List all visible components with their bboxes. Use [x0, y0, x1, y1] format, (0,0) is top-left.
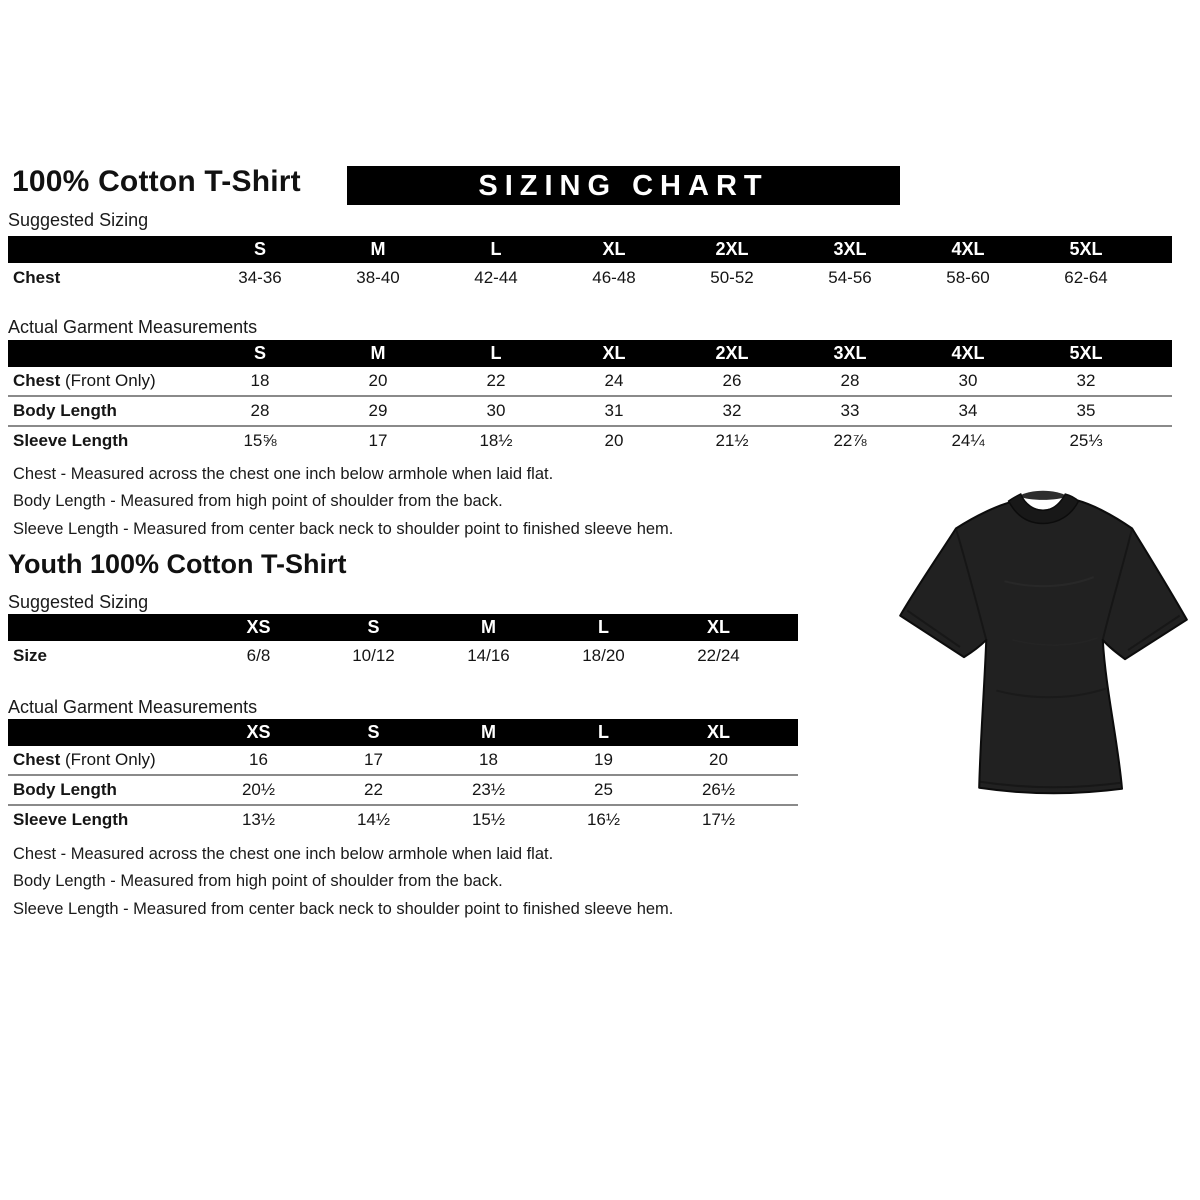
sizing-chart-banner-label: SIZING CHART — [478, 170, 769, 202]
row-label: Chest — [13, 750, 61, 769]
size-column-header: M — [431, 614, 546, 641]
youth-section-title: Youth 100% Cotton T-Shirt — [8, 549, 347, 579]
spacer-cell — [1145, 396, 1172, 426]
size-column-header: M — [319, 340, 437, 367]
spacer-cell — [776, 641, 798, 670]
size-column-header: XL — [555, 236, 673, 263]
row-label-cell — [8, 426, 201, 455]
table-cell: 30 — [486, 401, 506, 420]
adult-suggested-sizing-label: Suggested Sizing — [8, 210, 149, 230]
table-cell: 24¼ — [951, 431, 985, 450]
size-column-header: 4XL — [909, 340, 1027, 367]
table-cell: 19 — [594, 750, 613, 769]
table-cell: 23½ — [471, 780, 506, 799]
row-label: Chest — [13, 371, 61, 390]
table-cell: 42-44 — [474, 267, 518, 287]
table-header-row — [8, 236, 1172, 263]
table-cell: 26 — [722, 371, 742, 390]
table-cell: 21½ — [715, 431, 749, 450]
table-cell: 20 — [709, 750, 728, 769]
row-label-cell — [8, 746, 201, 775]
row-label-suffix: (Front Only) — [60, 750, 156, 769]
table-cell: 32 — [1076, 371, 1096, 390]
table-cell: 22⅞ — [833, 431, 867, 450]
table-cell: 32 — [722, 401, 742, 420]
row-label-suffix: (Front Only) — [60, 371, 156, 390]
table-cell: 18/20 — [582, 645, 625, 665]
row-label: Body Length — [13, 780, 117, 799]
table-cell: 16½ — [586, 810, 621, 829]
tshirt-image — [893, 488, 1193, 809]
table-cell: 20 — [368, 371, 388, 390]
table-cell: 28 — [250, 401, 270, 420]
table-cell: 14½ — [356, 810, 391, 829]
adult-measurement-notes — [13, 461, 673, 543]
table-cell: 10/12 — [352, 645, 395, 665]
size-column-header: L — [546, 719, 661, 746]
table-cell: 22 — [486, 371, 506, 390]
size-column-header: 4XL — [909, 236, 1027, 263]
size-column-header: S — [316, 614, 431, 641]
table-cell: 17 — [364, 750, 383, 769]
empty-header-cell — [8, 614, 201, 641]
size-column-header: S — [316, 719, 431, 746]
size-column-header: XL — [661, 614, 776, 641]
table-cell: 58-60 — [946, 267, 990, 287]
table-cell: 38-40 — [356, 267, 400, 287]
spacer-cell — [1145, 236, 1172, 263]
table-cell: 50-52 — [710, 267, 754, 287]
size-column-header: L — [437, 340, 555, 367]
row-label-cell — [8, 367, 201, 396]
note-sleeve-length: Sleeve Length - Measured from center back neck to shoulder point to finished sleeve hem. — [13, 519, 674, 538]
table-cell: 28 — [840, 371, 860, 390]
size-column-header: 3XL — [791, 236, 909, 263]
table-cell: 13½ — [241, 810, 276, 829]
youth-measurement-notes — [13, 841, 673, 923]
table-cell: 25 — [594, 780, 613, 799]
row-label-cell — [8, 775, 201, 805]
note-chest: Chest - Measured across the chest one inch below armhole when laid flat. — [13, 845, 554, 863]
table-cell: 6/8 — [246, 645, 271, 665]
table-cell: 22 — [364, 780, 383, 799]
adult-section-title: 100% Cotton T-Shirt — [12, 165, 301, 198]
table-cell: 14/16 — [467, 645, 510, 665]
spacer-cell — [776, 719, 798, 746]
spacer-cell — [1145, 263, 1172, 292]
table-row — [8, 746, 798, 775]
empty-header-cell — [8, 719, 201, 746]
youth-suggested-sizing-label: Suggested Sizing — [8, 592, 149, 612]
note-body-length: Body Length - Measured from high point of shoulder from the back. — [13, 872, 503, 891]
row-label: Sleeve Length — [13, 810, 129, 829]
size-column-header: 5XL — [1027, 236, 1145, 263]
size-column-header: XL — [661, 719, 776, 746]
table-cell: 33 — [840, 401, 860, 420]
table-cell: 34-36 — [238, 267, 282, 287]
spacer-cell — [776, 614, 798, 641]
table-cell: 31 — [604, 401, 624, 420]
table-cell: 18 — [250, 371, 270, 390]
table-row — [8, 805, 798, 834]
table-cell: 22/24 — [697, 645, 740, 665]
spacer-cell — [1145, 367, 1172, 396]
size-column-header: M — [319, 236, 437, 263]
row-label: Chest — [13, 267, 61, 287]
table-row — [8, 641, 798, 670]
empty-header-cell — [8, 340, 201, 367]
table-cell: 35 — [1076, 401, 1096, 420]
table-cell: 16 — [249, 750, 268, 769]
row-label: Body Length — [13, 401, 117, 420]
spacer-cell — [776, 805, 798, 834]
table-header-row — [8, 340, 1172, 367]
size-column-header: 2XL — [673, 340, 791, 367]
table-cell: 17 — [368, 431, 388, 450]
spacer-cell — [776, 775, 798, 805]
table-cell: 46-48 — [592, 267, 636, 287]
table-header-row — [8, 719, 798, 746]
note-sleeve-length: Sleeve Length - Measured from center back neck to shoulder point to finished sleeve hem. — [13, 899, 674, 918]
table-row — [8, 396, 1172, 426]
table-cell: 24 — [604, 371, 624, 390]
youth-suggested-sizing-table — [8, 614, 798, 670]
table-cell: 26½ — [701, 780, 736, 799]
table-cell: 20 — [604, 431, 624, 450]
size-column-header: S — [201, 236, 319, 263]
table-cell: 20½ — [241, 780, 276, 799]
size-column-header: XL — [555, 340, 673, 367]
size-column-header: L — [437, 236, 555, 263]
table-cell: 29 — [368, 401, 388, 420]
youth-actual-measurements-label: Actual Garment Measurements — [8, 697, 258, 717]
row-label-cell — [8, 805, 201, 834]
table-cell: 18 — [479, 750, 498, 769]
size-column-header: 2XL — [673, 236, 791, 263]
size-column-header: S — [201, 340, 319, 367]
table-row — [8, 775, 798, 805]
table-cell: 25⅓ — [1069, 431, 1103, 450]
table-cell: 15⅝ — [243, 431, 277, 450]
youth-actual-measurements-table — [8, 719, 798, 834]
size-column-header: L — [546, 614, 661, 641]
note-body-length: Body Length - Measured from high point of shoulder from the back. — [13, 492, 503, 511]
row-label-cell — [8, 396, 201, 426]
table-cell: 15½ — [471, 810, 506, 829]
table-row — [8, 367, 1172, 396]
spacer-cell — [1145, 426, 1172, 455]
empty-header-cell — [8, 236, 201, 263]
table-cell: 54-56 — [828, 267, 872, 287]
table-cell: 62-64 — [1064, 267, 1108, 287]
table-row — [8, 263, 1172, 292]
adult-actual-measurements-table — [8, 340, 1172, 455]
size-column-header: 3XL — [791, 340, 909, 367]
row-label-cell — [8, 641, 201, 670]
spacer-cell — [1145, 340, 1172, 367]
table-header-row — [8, 614, 798, 641]
size-column-header: XS — [201, 719, 316, 746]
size-column-header: M — [431, 719, 546, 746]
note-chest: Chest - Measured across the chest one inch below armhole when laid flat. — [13, 465, 554, 483]
row-label: Sleeve Length — [13, 431, 129, 450]
row-label: Size — [13, 645, 48, 665]
table-row — [8, 426, 1172, 455]
adult-actual-measurements-label: Actual Garment Measurements — [8, 317, 258, 337]
size-column-header: 5XL — [1027, 340, 1145, 367]
row-label-cell — [8, 263, 201, 292]
table-cell: 17½ — [701, 810, 736, 829]
table-cell: 34 — [958, 401, 978, 420]
adult-suggested-sizing-table — [8, 236, 1172, 292]
spacer-cell — [776, 746, 798, 775]
size-column-header: XS — [201, 614, 316, 641]
table-cell: 30 — [958, 371, 978, 390]
table-cell: 18½ — [479, 431, 513, 450]
sizing-chart-banner — [347, 166, 900, 205]
black-tshirt-graphic — [893, 488, 1193, 804]
